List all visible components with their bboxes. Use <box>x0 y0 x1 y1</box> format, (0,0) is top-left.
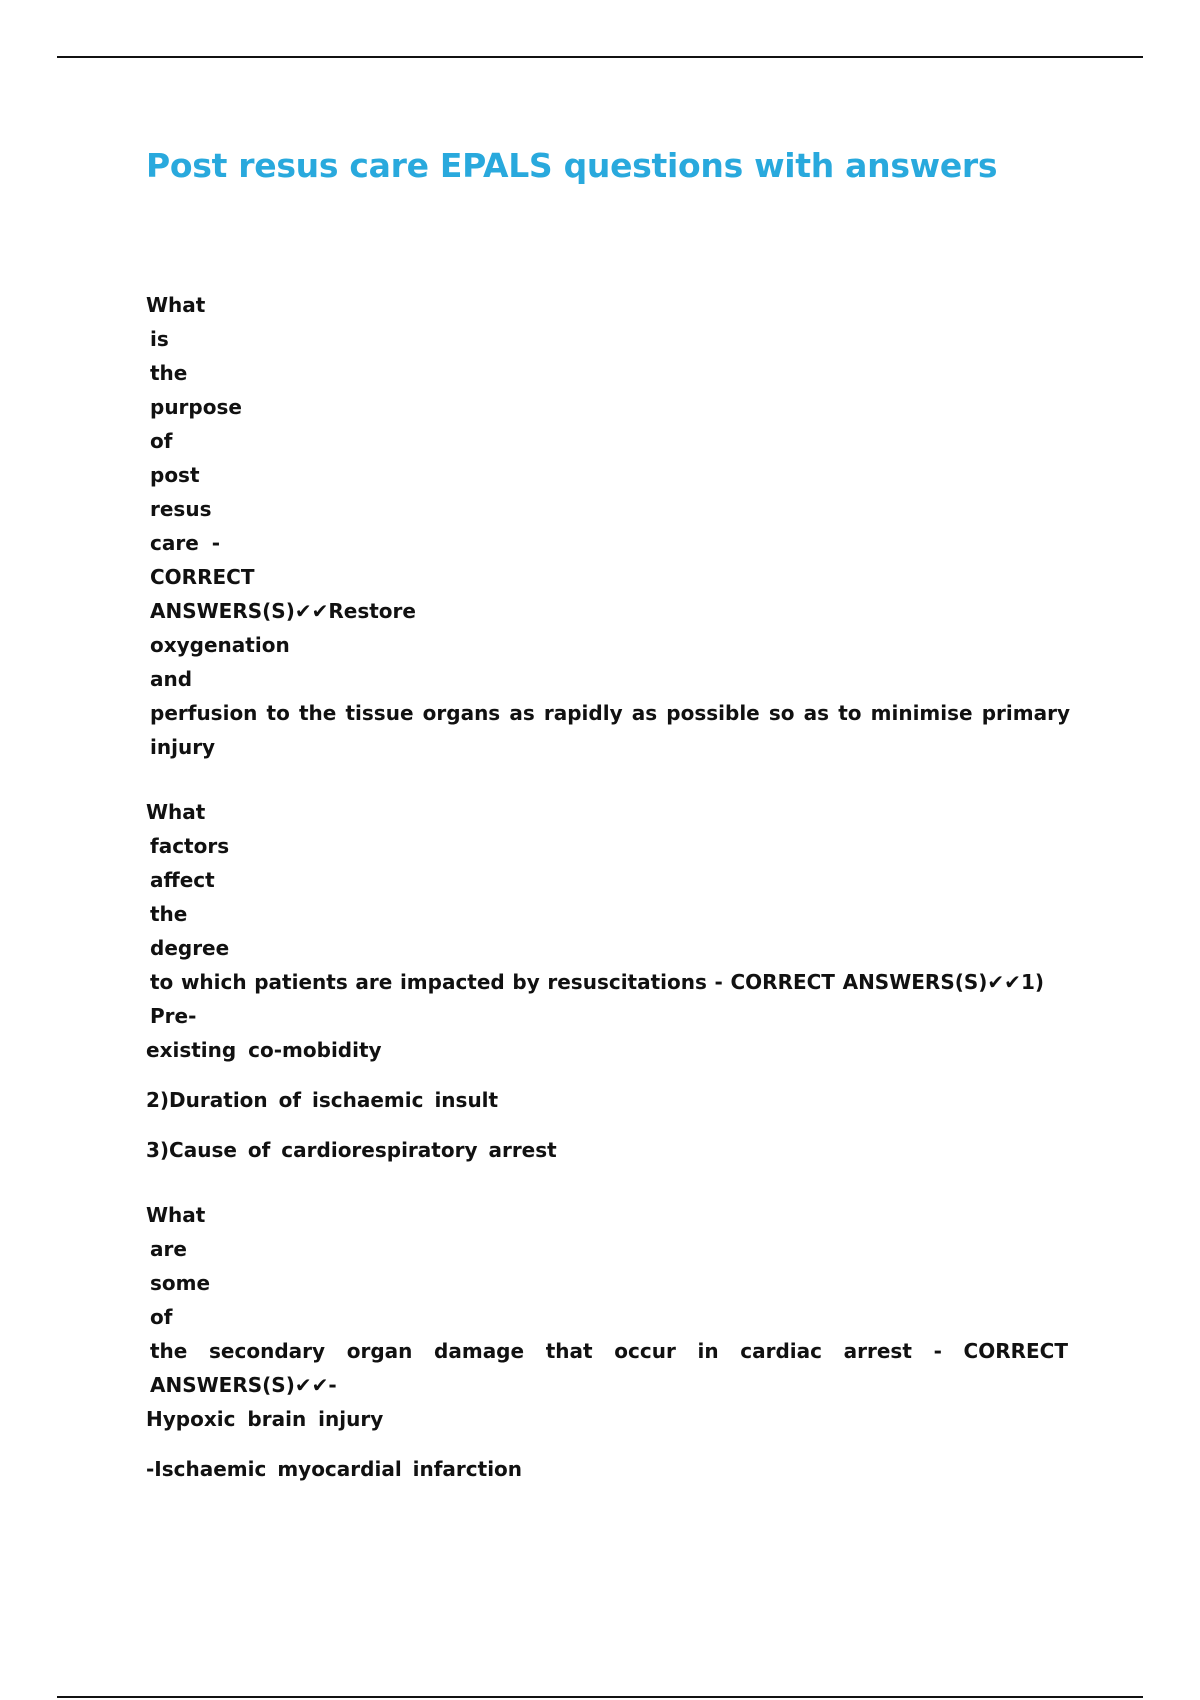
q1-answer-line: perfusion to the tissue organs as rapidly as possible so as to minimise primary injury <box>150 701 1070 759</box>
q3-answer-continuation: Hypoxic brain injury <box>146 1407 384 1431</box>
q3-line: of <box>150 1305 173 1329</box>
q1-line: and <box>150 667 193 691</box>
q2-line: degree <box>150 936 230 960</box>
q1-line: What <box>146 293 206 317</box>
q1-line: is <box>150 327 169 351</box>
q1-line: the <box>150 361 188 385</box>
q3-line: What <box>146 1203 206 1227</box>
question-1 <box>146 288 1076 764</box>
q2-line: factors <box>150 834 230 858</box>
q2-answer-continuation: existing co-mobidity <box>146 1038 382 1062</box>
q1-line: post <box>150 463 200 487</box>
q1-line: of <box>150 429 173 453</box>
top-rule <box>57 56 1143 58</box>
q3-answer-line: the secondary organ damage that occur in cardiac arrest - CORRECT ANSWERS(S)✔✔- <box>150 1339 1068 1397</box>
bottom-rule <box>57 1696 1143 1698</box>
q3-line: are <box>150 1237 187 1261</box>
q1-line: purpose <box>150 395 242 419</box>
q3-line: some <box>150 1271 211 1295</box>
document-title: Post resus care EPALS questions with answers <box>146 146 998 185</box>
q1-line: CORRECT <box>150 565 255 589</box>
q1-line: oxygenation <box>150 633 290 657</box>
question-2 <box>146 795 1076 1167</box>
q2-line: affect <box>150 868 215 892</box>
q1-line: resus <box>150 497 212 521</box>
q3-answer-item: -Ischaemic myocardial infarction <box>146 1457 523 1481</box>
q1-line: ANSWERS(S)✔✔Restore <box>150 599 416 623</box>
question-3 <box>146 1198 1076 1486</box>
q2-answer-item: 2)Duration of ischaemic insult <box>146 1088 499 1112</box>
q2-answer-item: 3)Cause of cardiorespiratory arrest <box>146 1138 557 1162</box>
q1-line: care - <box>150 531 221 555</box>
q2-line: What <box>146 800 206 824</box>
q2-line: the <box>150 902 188 926</box>
q2-answer-line: to which patients are impacted by resuscitations - CORRECT ANSWERS(S)✔✔1) Pre- <box>150 970 1044 1028</box>
